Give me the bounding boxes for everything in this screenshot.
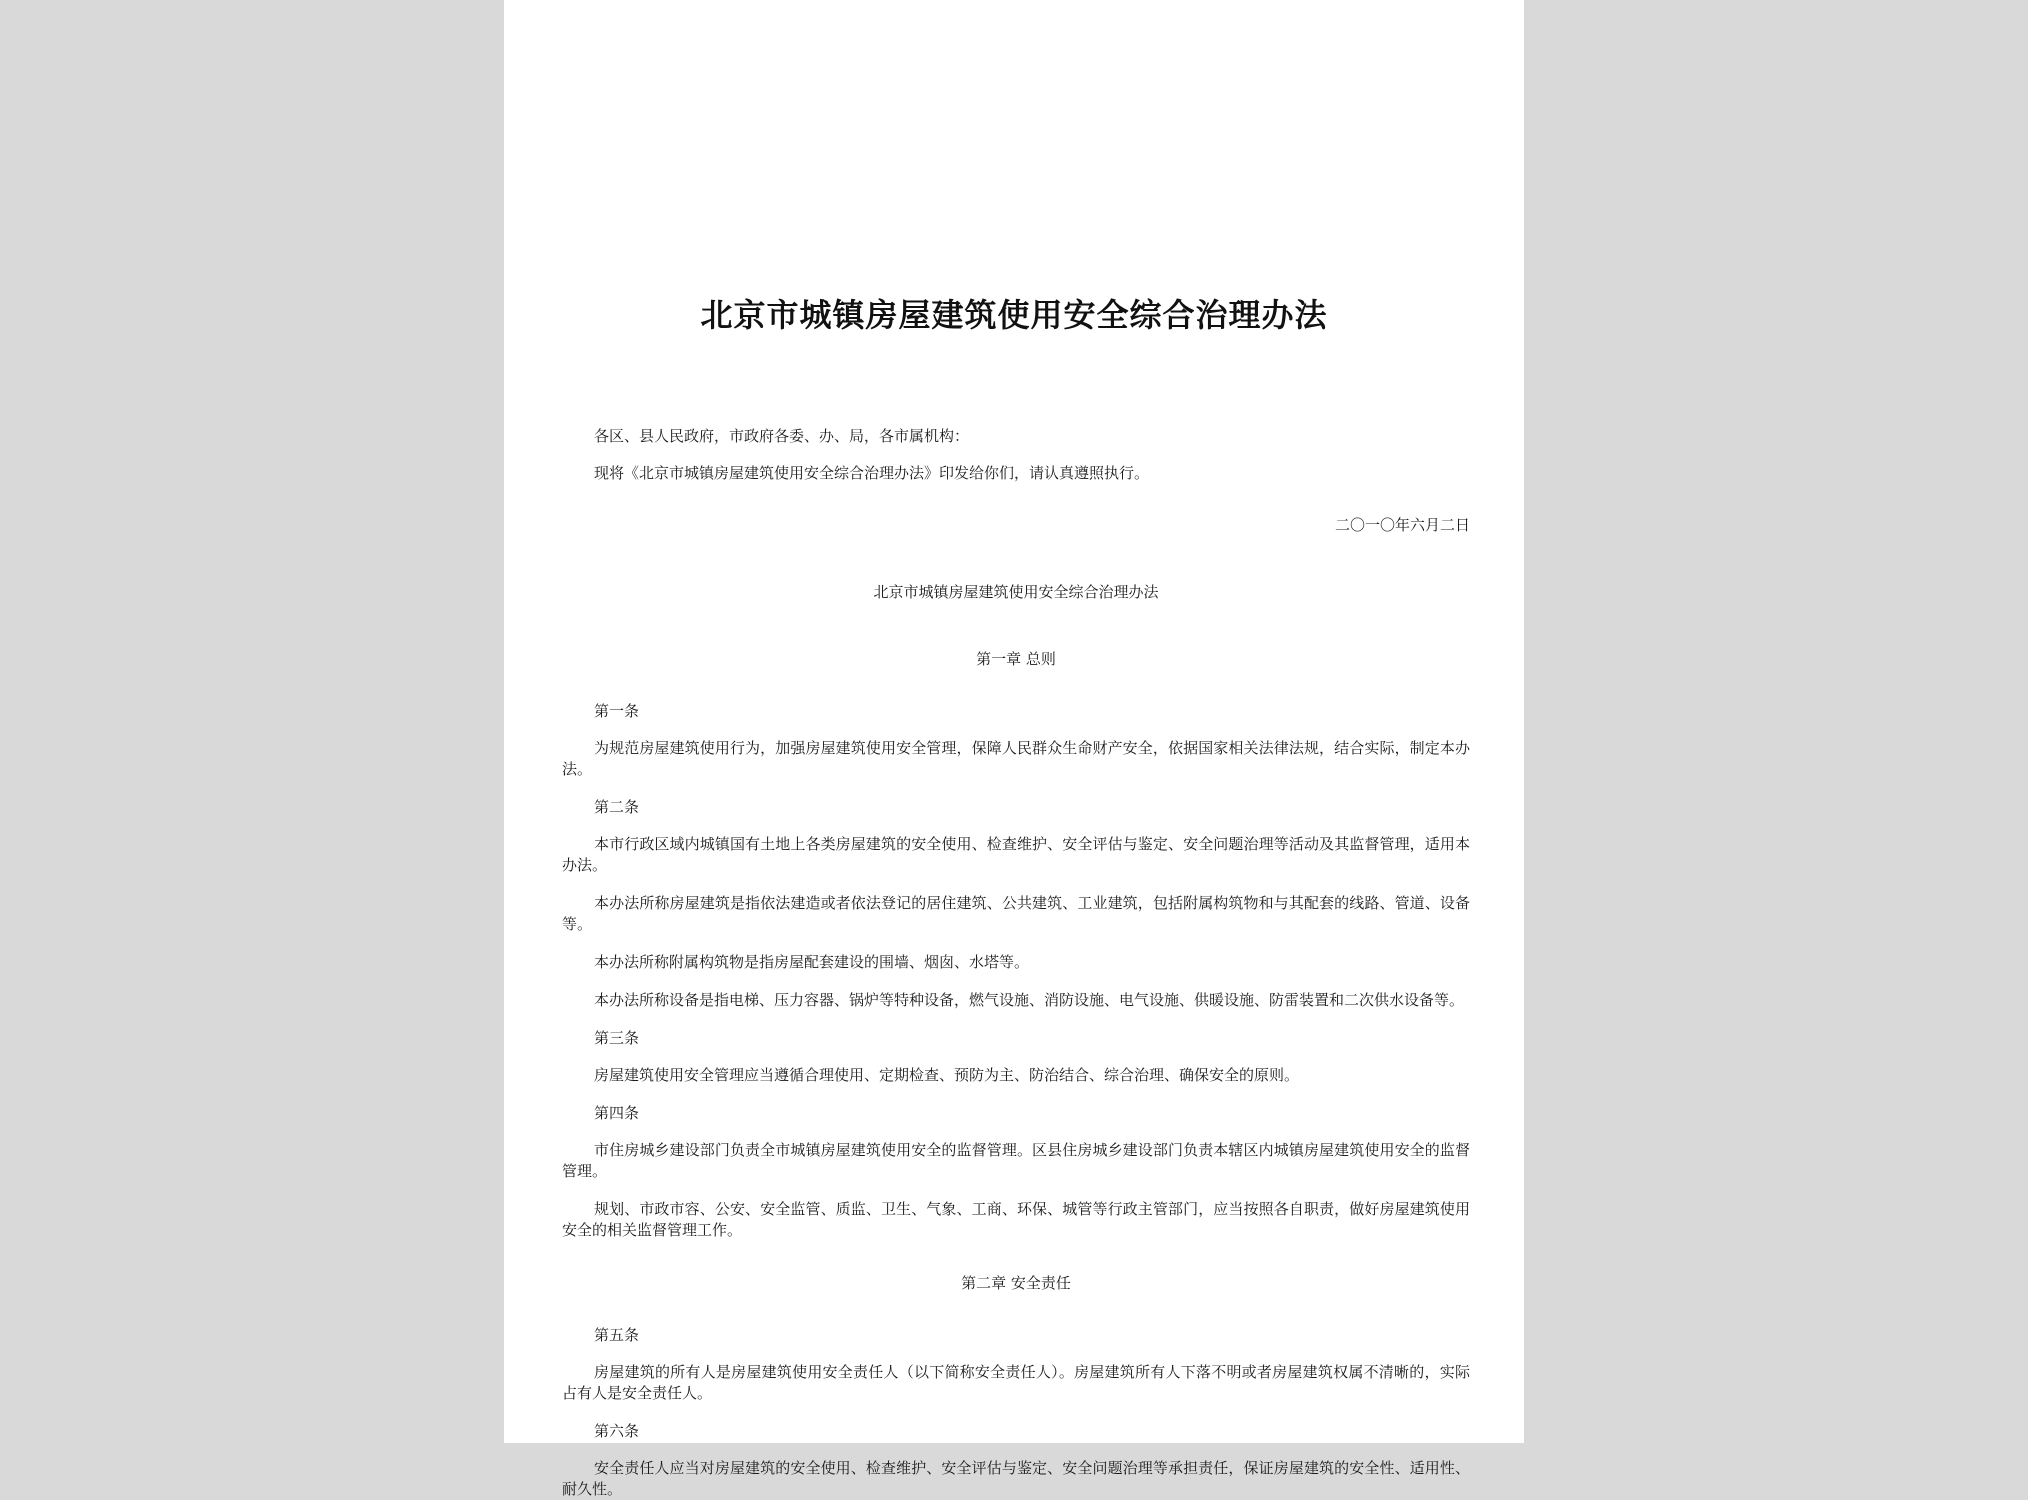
- article-paragraph: 本办法所称设备是指电梯、压力容器、锅炉等特种设备，燃气设施、消防设施、电气设施、供暖设施、防雷装置和二次供水设备等。: [594, 991, 1465, 1009]
- document-body: [562, 426, 1470, 1500]
- document-title: 北京市城镇房屋建筑使用安全综合治理办法: [700, 296, 1328, 334]
- chapter-heading: 第二章 安全责任: [961, 1274, 1071, 1292]
- article-heading: 第四条: [594, 1104, 640, 1122]
- article-paragraph: 安全责任人应当对房屋建筑的安全使用、检查维护、安全评估与鉴定、安全问题治理等承担责任，保证房屋建筑的安全性、适用性、耐久性。: [562, 1459, 1470, 1498]
- article-heading: 第六条: [594, 1422, 640, 1440]
- article-paragraph: 房屋建筑使用安全管理应当遵循合理使用、定期检查、预防为主、防治结合、综合治理、确保安全的原则。: [594, 1066, 1300, 1084]
- article-paragraph: 本办法所称房屋建筑是指依法建造或者依法登记的居住建筑、公共建筑、工业建筑，包括附属构筑物和与其配套的线路、管道、设备等。: [562, 894, 1470, 933]
- chapter-heading: 第一章 总则: [976, 650, 1056, 668]
- article-paragraph: 为规范房屋建筑使用行为，加强房屋建筑使用安全管理，保障人民群众生命财产安全，依据国家相关法律法规，结合实际，制定本办法。: [562, 739, 1470, 778]
- issue-date: 二〇一〇年六月二日: [1334, 516, 1470, 534]
- document-page: [504, 0, 1524, 1498]
- article-heading: 第二条: [594, 798, 640, 816]
- addressee-line: 各区、县人民政府，市政府各委、办、局，各市属机构：: [594, 427, 970, 445]
- article-paragraph: 本办法所称附属构筑物是指房屋配套建设的围墙、烟囱、水塔等。: [594, 953, 1030, 971]
- article-heading: 第三条: [594, 1029, 640, 1047]
- article-heading: 第五条: [594, 1326, 640, 1344]
- article-heading: 第一条: [594, 702, 640, 720]
- article-paragraph: 市住房城乡建设部门负责全市城镇房屋建筑使用安全的监督管理。区县住房城乡建设部门负责本辖区内城镇房屋建筑使用安全的监督管理。: [562, 1141, 1470, 1180]
- notice-line: 现将《北京市城镇房屋建筑使用安全综合治理办法》印发给你们，请认真遵照执行。: [594, 464, 1150, 482]
- document-subtitle: 北京市城镇房屋建筑使用安全综合治理办法: [873, 583, 1159, 601]
- article-paragraph: 规划、市政市容、公安、安全监管、质监、卫生、气象、工商、环保、城管等行政主管部门，应当按照各自职责，做好房屋建筑使用安全的相关监督管理工作。: [562, 1200, 1470, 1239]
- article-paragraph: 本市行政区域内城镇国有土地上各类房屋建筑的安全使用、检查维护、安全评估与鉴定、安全问题治理等活动及其监督管理，适用本办法。: [562, 835, 1470, 874]
- article-paragraph: 房屋建筑的所有人是房屋建筑使用安全责任人（以下简称安全责任人）。房屋建筑所有人下落不明或者房屋建筑权属不清晰的，实际占有人是安全责任人。: [562, 1363, 1470, 1402]
